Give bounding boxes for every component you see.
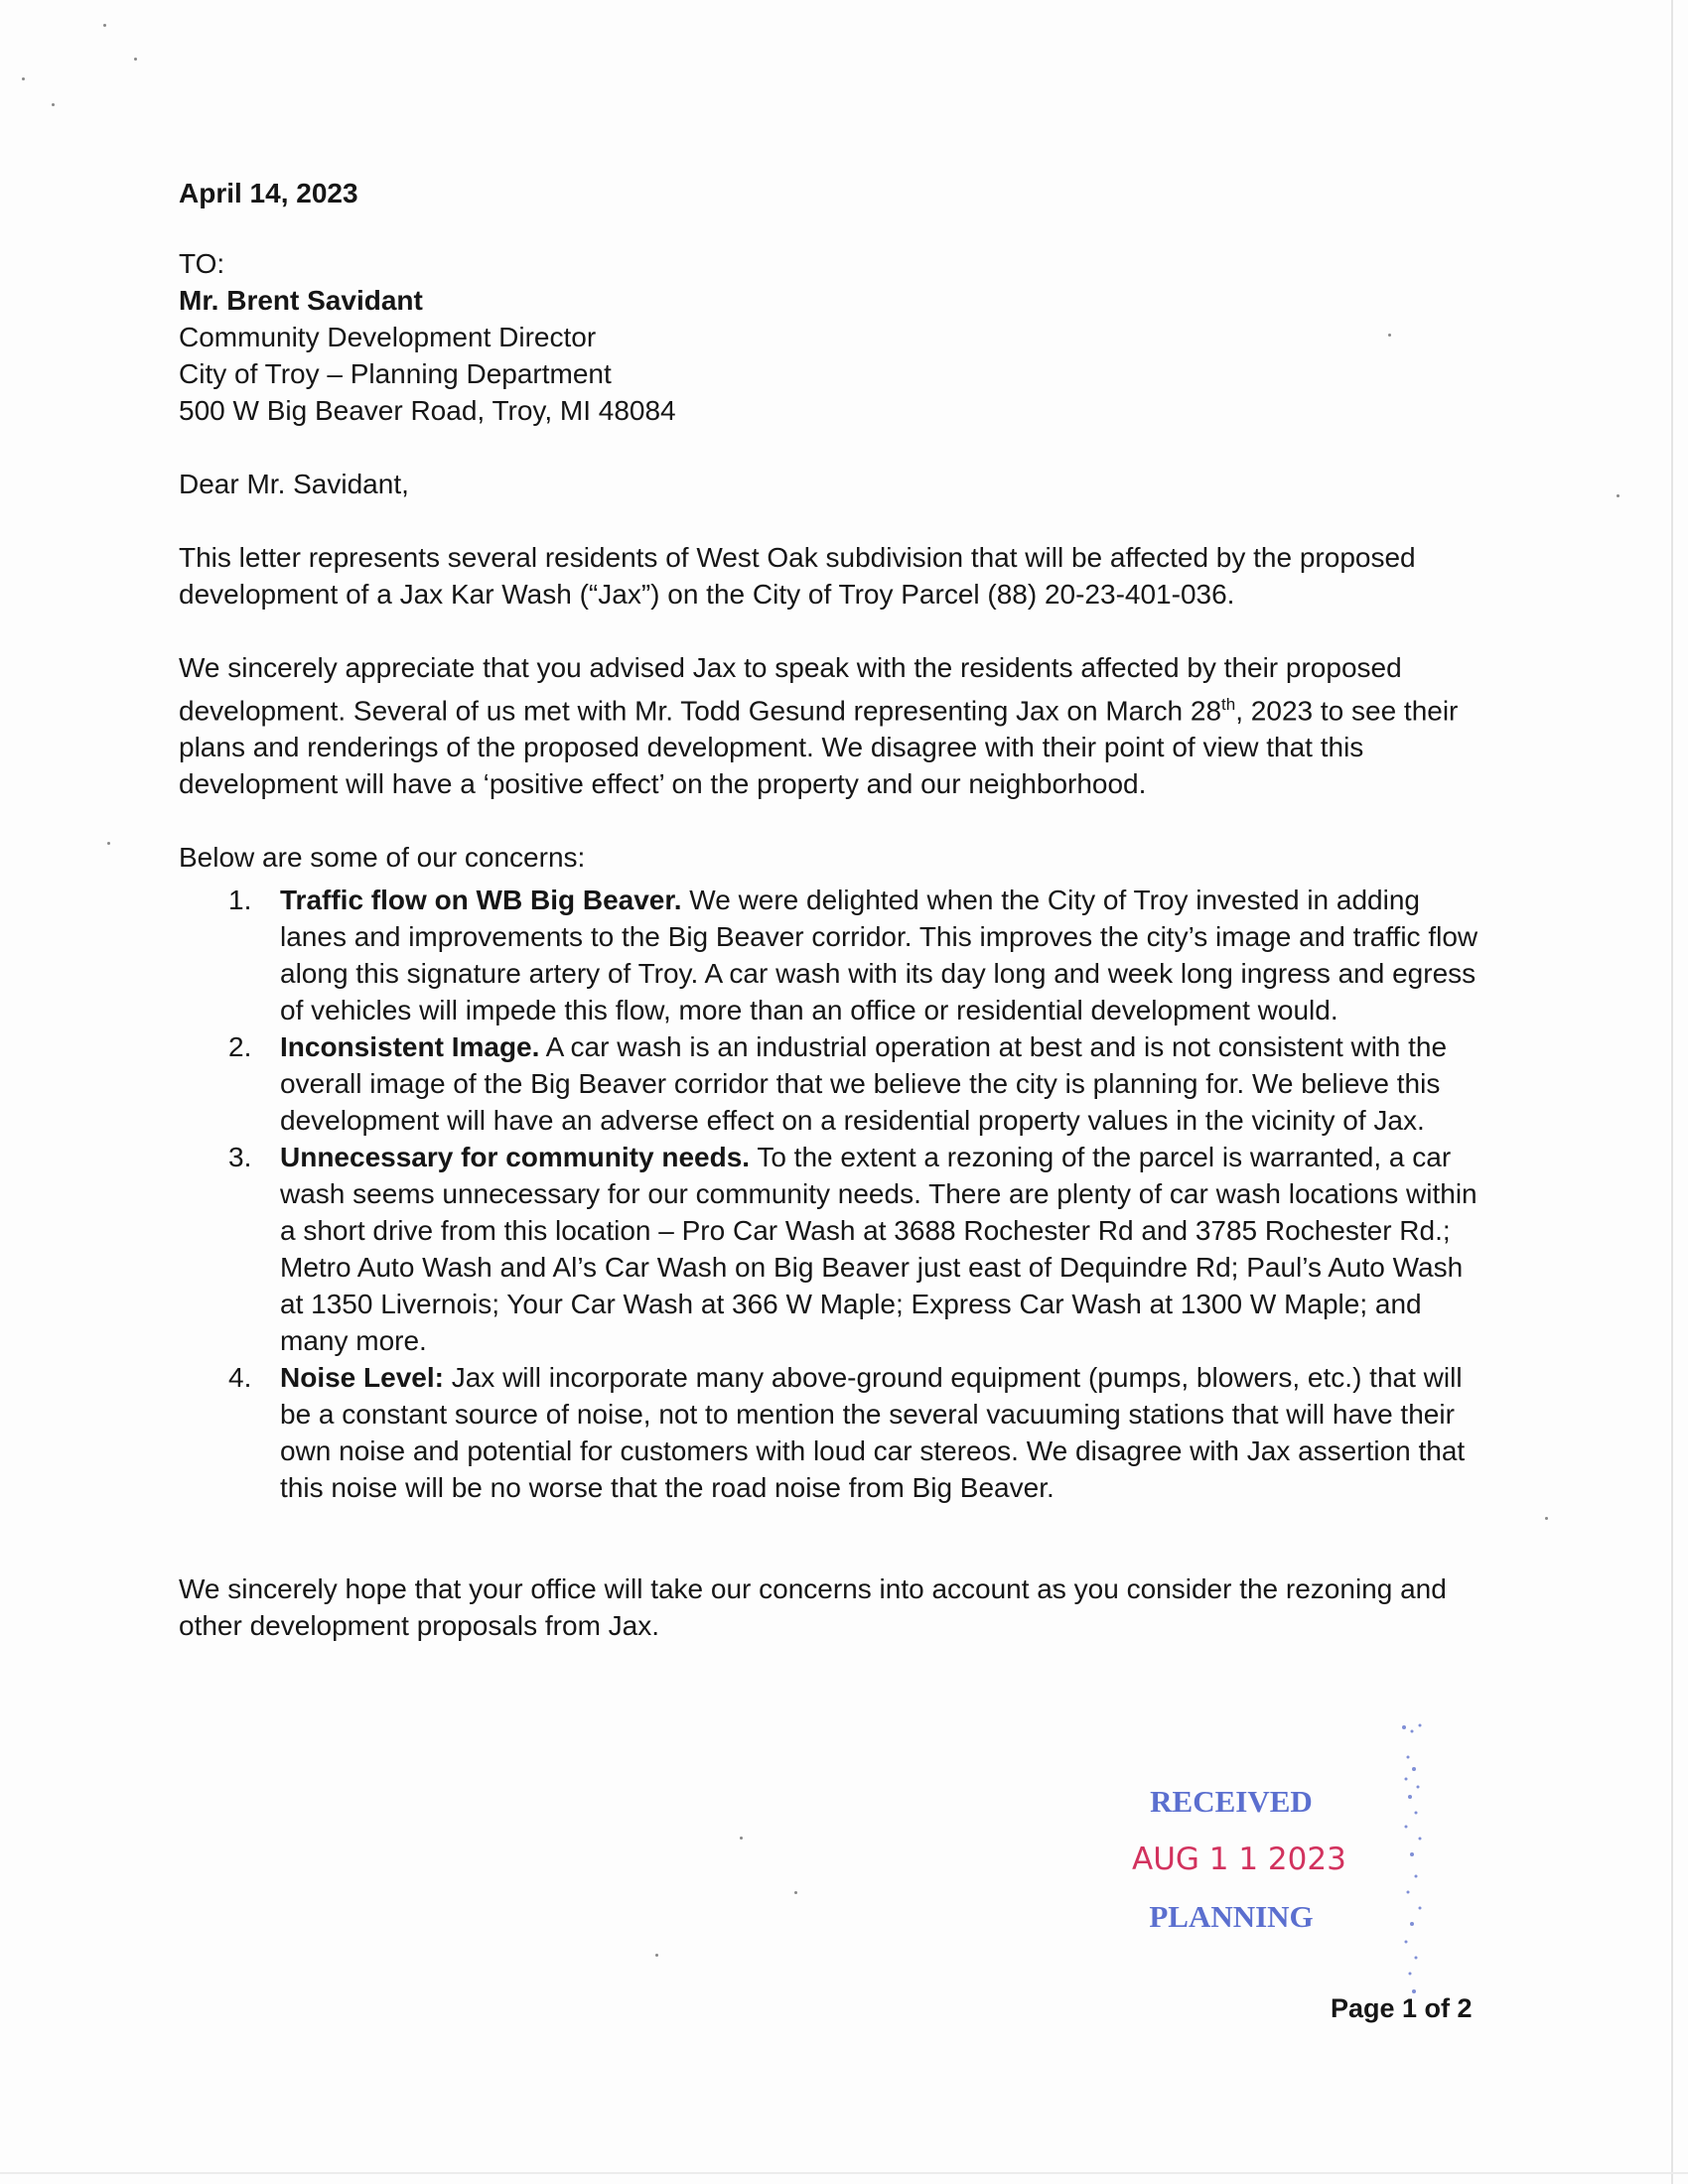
concern-heading: Unnecessary for community needs. bbox=[280, 1142, 751, 1173]
scan-speck bbox=[22, 77, 25, 80]
paragraph-meeting-part2: , 2023 to see their plans and renderings of the proposed development. We disagree with their point of view that this development will have a ‘positive effect’ on the property and our neighborhood. bbox=[179, 695, 1459, 800]
stamp-department: PLANNING bbox=[1149, 1899, 1314, 1934]
ordinal-suffix: th bbox=[1221, 695, 1236, 714]
to-label: TO: bbox=[179, 248, 225, 279]
concern-item bbox=[179, 1028, 1489, 1139]
scan-speck bbox=[1617, 494, 1619, 497]
concern-text: To the extent a rezoning of the parcel is warranted, a car wash seems unnecessary for our community needs. There are plenty of car wash locations within a short drive from this location – Pro Car Wash at 3688 Rochester Rd and 3785 Rochester Rd.; Metro Auto Wash and Al’s Car Wash on Big Beaver just east of Dequindre Rd; Paul’s Auto Wash at 1350 Livernois; Your Car Wash at 366 W Maple; Express Car Wash at 1300 W Maple; and many more. bbox=[280, 1142, 1477, 1357]
salutation: Dear Mr. Savidant, bbox=[179, 469, 409, 499]
received-stamp bbox=[1132, 1782, 1346, 1937]
scan-speck bbox=[107, 842, 110, 845]
closing-paragraph: We sincerely hope that your office will take our concerns into account as you consider the rezoning and other development proposals from Jax. bbox=[179, 1573, 1447, 1642]
concern-number: 4. bbox=[228, 1362, 252, 1394]
scan-speck bbox=[655, 1954, 658, 1957]
concern-item bbox=[179, 882, 1489, 1028]
concern-heading: Inconsistent Image. bbox=[280, 1031, 540, 1063]
scan-speck bbox=[52, 103, 55, 106]
recipient-name: Mr. Brent Savidant bbox=[179, 285, 423, 316]
paragraph-intro: This letter represents several residents of West Oak subdivision that will be affected by the proposed development of a Jax Kar Wash (“Jax”) on the City of Troy Parcel (88) 20-23-401-036. bbox=[179, 542, 1416, 610]
stamp-ink-dots bbox=[1394, 1717, 1434, 2015]
concern-heading: Traffic flow on WB Big Beaver. bbox=[280, 885, 682, 916]
paragraph-meeting bbox=[179, 649, 1489, 802]
concern-item bbox=[179, 1139, 1489, 1359]
scan-speck bbox=[103, 24, 106, 27]
stamp-received: RECEIVED bbox=[1150, 1784, 1313, 1819]
concern-number: 1. bbox=[228, 885, 252, 916]
scan-edge-bottom bbox=[0, 2172, 1688, 2174]
scan-speck bbox=[794, 1891, 797, 1894]
concern-text: Jax will incorporate many above-ground equipment (pumps, blowers, etc.) that will be a constant source of noise, not to mention the several vacuuming stations that will have their own noise and potential for customers with loud car stereos. We disagree with Jax assertion that this noise will be no worse that the road noise from Big Beaver. bbox=[280, 1362, 1466, 1504]
concern-text: We were delighted when the City of Troy invested in adding lanes and improvements to the Big Beaver corridor. This improves the city’s image and traffic flow along this signature artery of Troy. A car wash with its day long and week long ingress and egress of vehicles will impede this flow, more than an office or residential development would. bbox=[280, 885, 1478, 1026]
scan-edge-right bbox=[1671, 0, 1673, 2184]
stamp-date: AUG 1 1 2023 bbox=[1132, 1842, 1346, 1877]
scan-speck bbox=[740, 1837, 743, 1840]
recipient-street-address: 500 W Big Beaver Road, Troy, MI 48084 bbox=[179, 395, 676, 426]
concern-number: 2. bbox=[228, 1031, 252, 1063]
concern-text: A car wash is an industrial operation at best and is not consistent with the overall image of the Big Beaver corridor that we believe the city is planning for. We believe this development will have an adverse effect on a residential property values in the vicinity of Jax. bbox=[280, 1031, 1448, 1137]
concern-heading: Noise Level: bbox=[280, 1362, 444, 1394]
recipient-organization: City of Troy – Planning Department bbox=[179, 358, 612, 389]
letter-date: April 14, 2023 bbox=[179, 178, 358, 208]
scan-speck bbox=[134, 58, 137, 61]
recipient-address-block bbox=[179, 245, 1489, 429]
paragraph-meeting-part1: We sincerely appreciate that you advised Jax to speak with the residents affected by their proposed development. Several of us met with Mr. Todd Gesund representing Jax on March 28 bbox=[179, 652, 1402, 727]
recipient-title: Community Development Director bbox=[179, 322, 597, 352]
letter-body bbox=[179, 175, 1489, 1672]
scan-speck bbox=[1545, 1517, 1548, 1520]
concern-item bbox=[179, 1359, 1489, 1506]
concerns-list bbox=[179, 882, 1489, 1506]
page-number: Page 1 of 2 bbox=[1331, 1993, 1473, 2023]
concerns-intro: Below are some of our concerns: bbox=[179, 842, 586, 874]
concern-number: 3. bbox=[228, 1142, 252, 1173]
